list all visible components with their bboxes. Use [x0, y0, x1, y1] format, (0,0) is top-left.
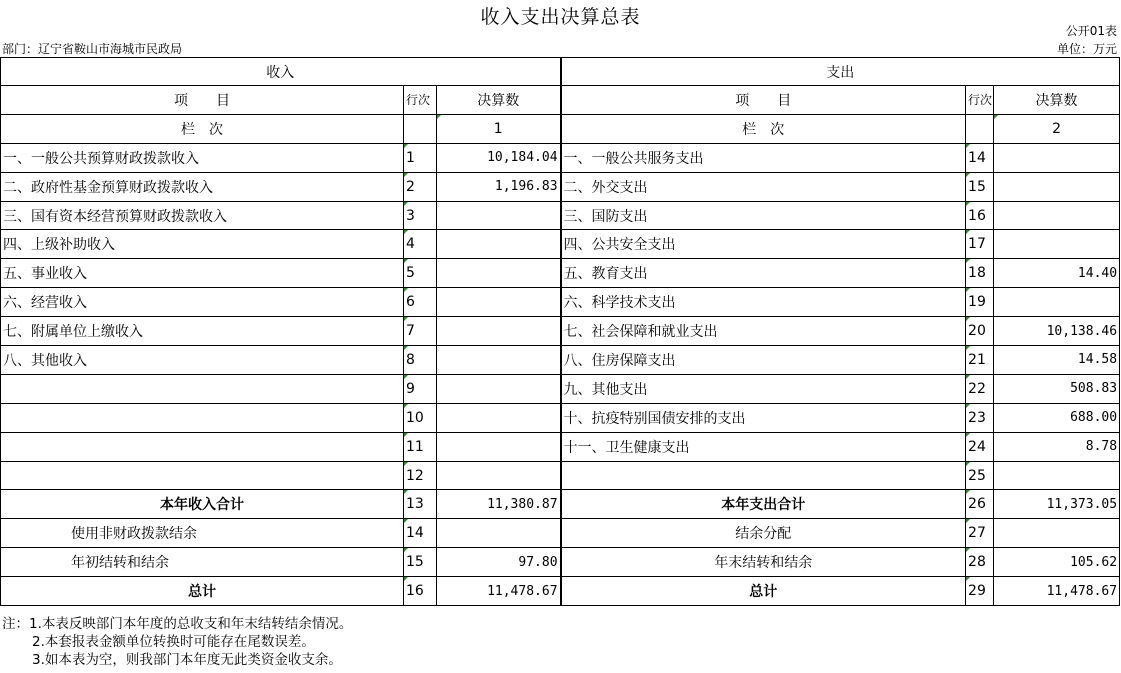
income-item: [1, 432, 404, 461]
income-rowno: 6: [404, 288, 437, 317]
form-number: 公开01表: [1065, 24, 1117, 38]
expense-item-header: 项 目: [561, 86, 966, 115]
expense-value: [994, 461, 1120, 490]
income-item: [1, 374, 404, 403]
begin-balance-rowno: 15: [404, 548, 437, 577]
begin-balance-label: 年初结转和结余: [1, 548, 404, 577]
expense-column-blank: [966, 114, 994, 143]
income-rowno: 5: [404, 259, 437, 288]
balance-distribution-label: 结余分配: [561, 519, 966, 548]
expense-column-label: 栏 次: [561, 114, 966, 143]
grand-total-income-label: 总计: [1, 577, 404, 606]
grand-total-expense-value: 11,478.67: [994, 577, 1120, 606]
income-rowno: 10: [404, 403, 437, 432]
income-column-blank: [404, 114, 437, 143]
income-rowno: 11: [404, 432, 437, 461]
end-balance-rowno: 28: [966, 548, 994, 577]
income-value: [437, 403, 561, 432]
expense-section-header: 支出: [561, 58, 1120, 86]
expense-value: [994, 288, 1120, 317]
expense-item: [561, 461, 966, 490]
income-value: [437, 374, 561, 403]
expense-value: 10,138.46: [994, 317, 1120, 346]
grand-total-income-rowno: 16: [404, 577, 437, 606]
expense-rowno: 23: [966, 403, 994, 432]
income-rowno: 3: [404, 201, 437, 230]
income-rowno: 7: [404, 317, 437, 346]
grand-total-expense-label: 总计: [561, 577, 966, 606]
expense-value: [994, 201, 1120, 230]
page-title: 收入支出决算总表: [480, 6, 641, 28]
footnotes: [2, 615, 352, 669]
expense-total-rowno: 26: [966, 490, 994, 519]
expense-rowno: 22: [966, 374, 994, 403]
footnote-1: 注：1.本表反映部门本年度的总收支和年末结转结余情况。: [2, 616, 353, 632]
income-item: [1, 403, 404, 432]
footnote-2: 2.本套报表金额单位转换时可能存在尾数误差。: [32, 634, 315, 650]
expense-value: [994, 143, 1120, 172]
expense-item: 七、社会保障和就业支出: [561, 317, 966, 346]
income-item: 五、事业收入: [1, 259, 404, 288]
expense-total-value: 11,373.05: [994, 490, 1120, 519]
end-balance-value: 105.62: [994, 548, 1120, 577]
expense-item: 九、其他支出: [561, 374, 966, 403]
income-item: 三、国有资本经营预算财政拨款收入: [1, 201, 404, 230]
expense-amount-header: 决算数: [994, 86, 1120, 115]
expense-rowno: 20: [966, 317, 994, 346]
income-rowno: 2: [404, 172, 437, 201]
table-row: [1, 259, 1120, 288]
expense-item: 三、国防支出: [561, 201, 966, 230]
table-row: [1, 346, 1120, 375]
income-expense-table: [0, 57, 1120, 606]
grand-total-income-value: 11,478.67: [437, 577, 561, 606]
expense-value: 14.58: [994, 346, 1120, 375]
expense-value: [994, 230, 1120, 259]
grand-total-expense-rowno: 29: [966, 577, 994, 606]
expense-value: 8.78: [994, 432, 1120, 461]
expense-rowno: 17: [966, 230, 994, 259]
expense-value: 14.40: [994, 259, 1120, 288]
nonfiscal-balance-value: [437, 519, 561, 548]
expense-item: 二、外交支出: [561, 172, 966, 201]
begin-balance-value: 97.80: [437, 548, 561, 577]
income-item: 七、附属单位上缴收入: [1, 317, 404, 346]
expense-item: 一、一般公共服务支出: [561, 143, 966, 172]
expense-value: 508.83: [994, 374, 1120, 403]
table-row: [1, 143, 1120, 172]
balance-distribution-value: [994, 519, 1120, 548]
income-value: [437, 461, 561, 490]
income-item: 八、其他收入: [1, 346, 404, 375]
expense-item: 六、科学技术支出: [561, 288, 966, 317]
unit-label: 单位：万元: [1056, 42, 1117, 56]
income-value: [437, 288, 561, 317]
expense-rowno: 15: [966, 172, 994, 201]
expense-rowno-header: 行次: [966, 86, 994, 115]
nonfiscal-balance-label: 使用非财政拨款结余: [1, 519, 404, 548]
income-column-number: 1: [437, 114, 561, 143]
table-row: [1, 403, 1120, 432]
expense-total-label: 本年支出合计: [561, 490, 966, 519]
expense-rowno: 18: [966, 259, 994, 288]
table-row: [1, 317, 1120, 346]
expense-item: 五、教育支出: [561, 259, 966, 288]
income-rowno: 8: [404, 346, 437, 375]
expense-rowno: 14: [966, 143, 994, 172]
table-row: [1, 374, 1120, 403]
income-rowno-header: 行次: [404, 86, 437, 115]
income-amount-header: 决算数: [437, 86, 561, 115]
income-value: [437, 259, 561, 288]
expense-rowno: 16: [966, 201, 994, 230]
income-value: [437, 317, 561, 346]
income-total-rowno: 13: [404, 490, 437, 519]
table-row: [1, 461, 1120, 490]
table-row: [1, 230, 1120, 259]
income-item: [1, 461, 404, 490]
income-column-label: 栏 次: [1, 114, 404, 143]
income-item: 二、政府性基金预算财政拨款收入: [1, 172, 404, 201]
expense-column-number: 2: [994, 114, 1120, 143]
income-rowno: 9: [404, 374, 437, 403]
income-value: 1,196.83: [437, 172, 561, 201]
table-row: [1, 288, 1120, 317]
nonfiscal-balance-rowno: 14: [404, 519, 437, 548]
table-row: [1, 432, 1120, 461]
end-balance-label: 年末结转和结余: [561, 548, 966, 577]
expense-item: 十、抗疫特别国债安排的支出: [561, 403, 966, 432]
income-value: [437, 432, 561, 461]
table-row: [1, 201, 1120, 230]
expense-item: 八、住房保障支出: [561, 346, 966, 375]
income-total-label: 本年收入合计: [1, 490, 404, 519]
income-section-header: 收入: [1, 58, 561, 86]
expense-value: 688.00: [994, 403, 1120, 432]
expense-value: [994, 172, 1120, 201]
income-item: 六、经营收入: [1, 288, 404, 317]
footnote-3: 3.如本表为空，则我部门本年度无此类资金收支余。: [32, 652, 342, 668]
income-item: 一、一般公共预算财政拨款收入: [1, 143, 404, 172]
income-value: [437, 346, 561, 375]
department-label: 部门：辽宁省鞍山市海城市民政局: [2, 42, 183, 56]
income-item-header: 项 目: [1, 86, 404, 115]
expense-item: 十一、卫生健康支出: [561, 432, 966, 461]
income-value: 10,184.04: [437, 143, 561, 172]
income-rowno: 1: [404, 143, 437, 172]
income-value: [437, 230, 561, 259]
income-value: [437, 201, 561, 230]
income-item: 四、上级补助收入: [1, 230, 404, 259]
income-rowno: 4: [404, 230, 437, 259]
income-rowno: 12: [404, 461, 437, 490]
expense-item: 四、公共安全支出: [561, 230, 966, 259]
expense-rowno: 25: [966, 461, 994, 490]
expense-rowno: 21: [966, 346, 994, 375]
expense-rowno: 24: [966, 432, 994, 461]
table-row: [1, 172, 1120, 201]
income-total-value: 11,380.87: [437, 490, 561, 519]
balance-distribution-rowno: 27: [966, 519, 994, 548]
expense-rowno: 19: [966, 288, 994, 317]
